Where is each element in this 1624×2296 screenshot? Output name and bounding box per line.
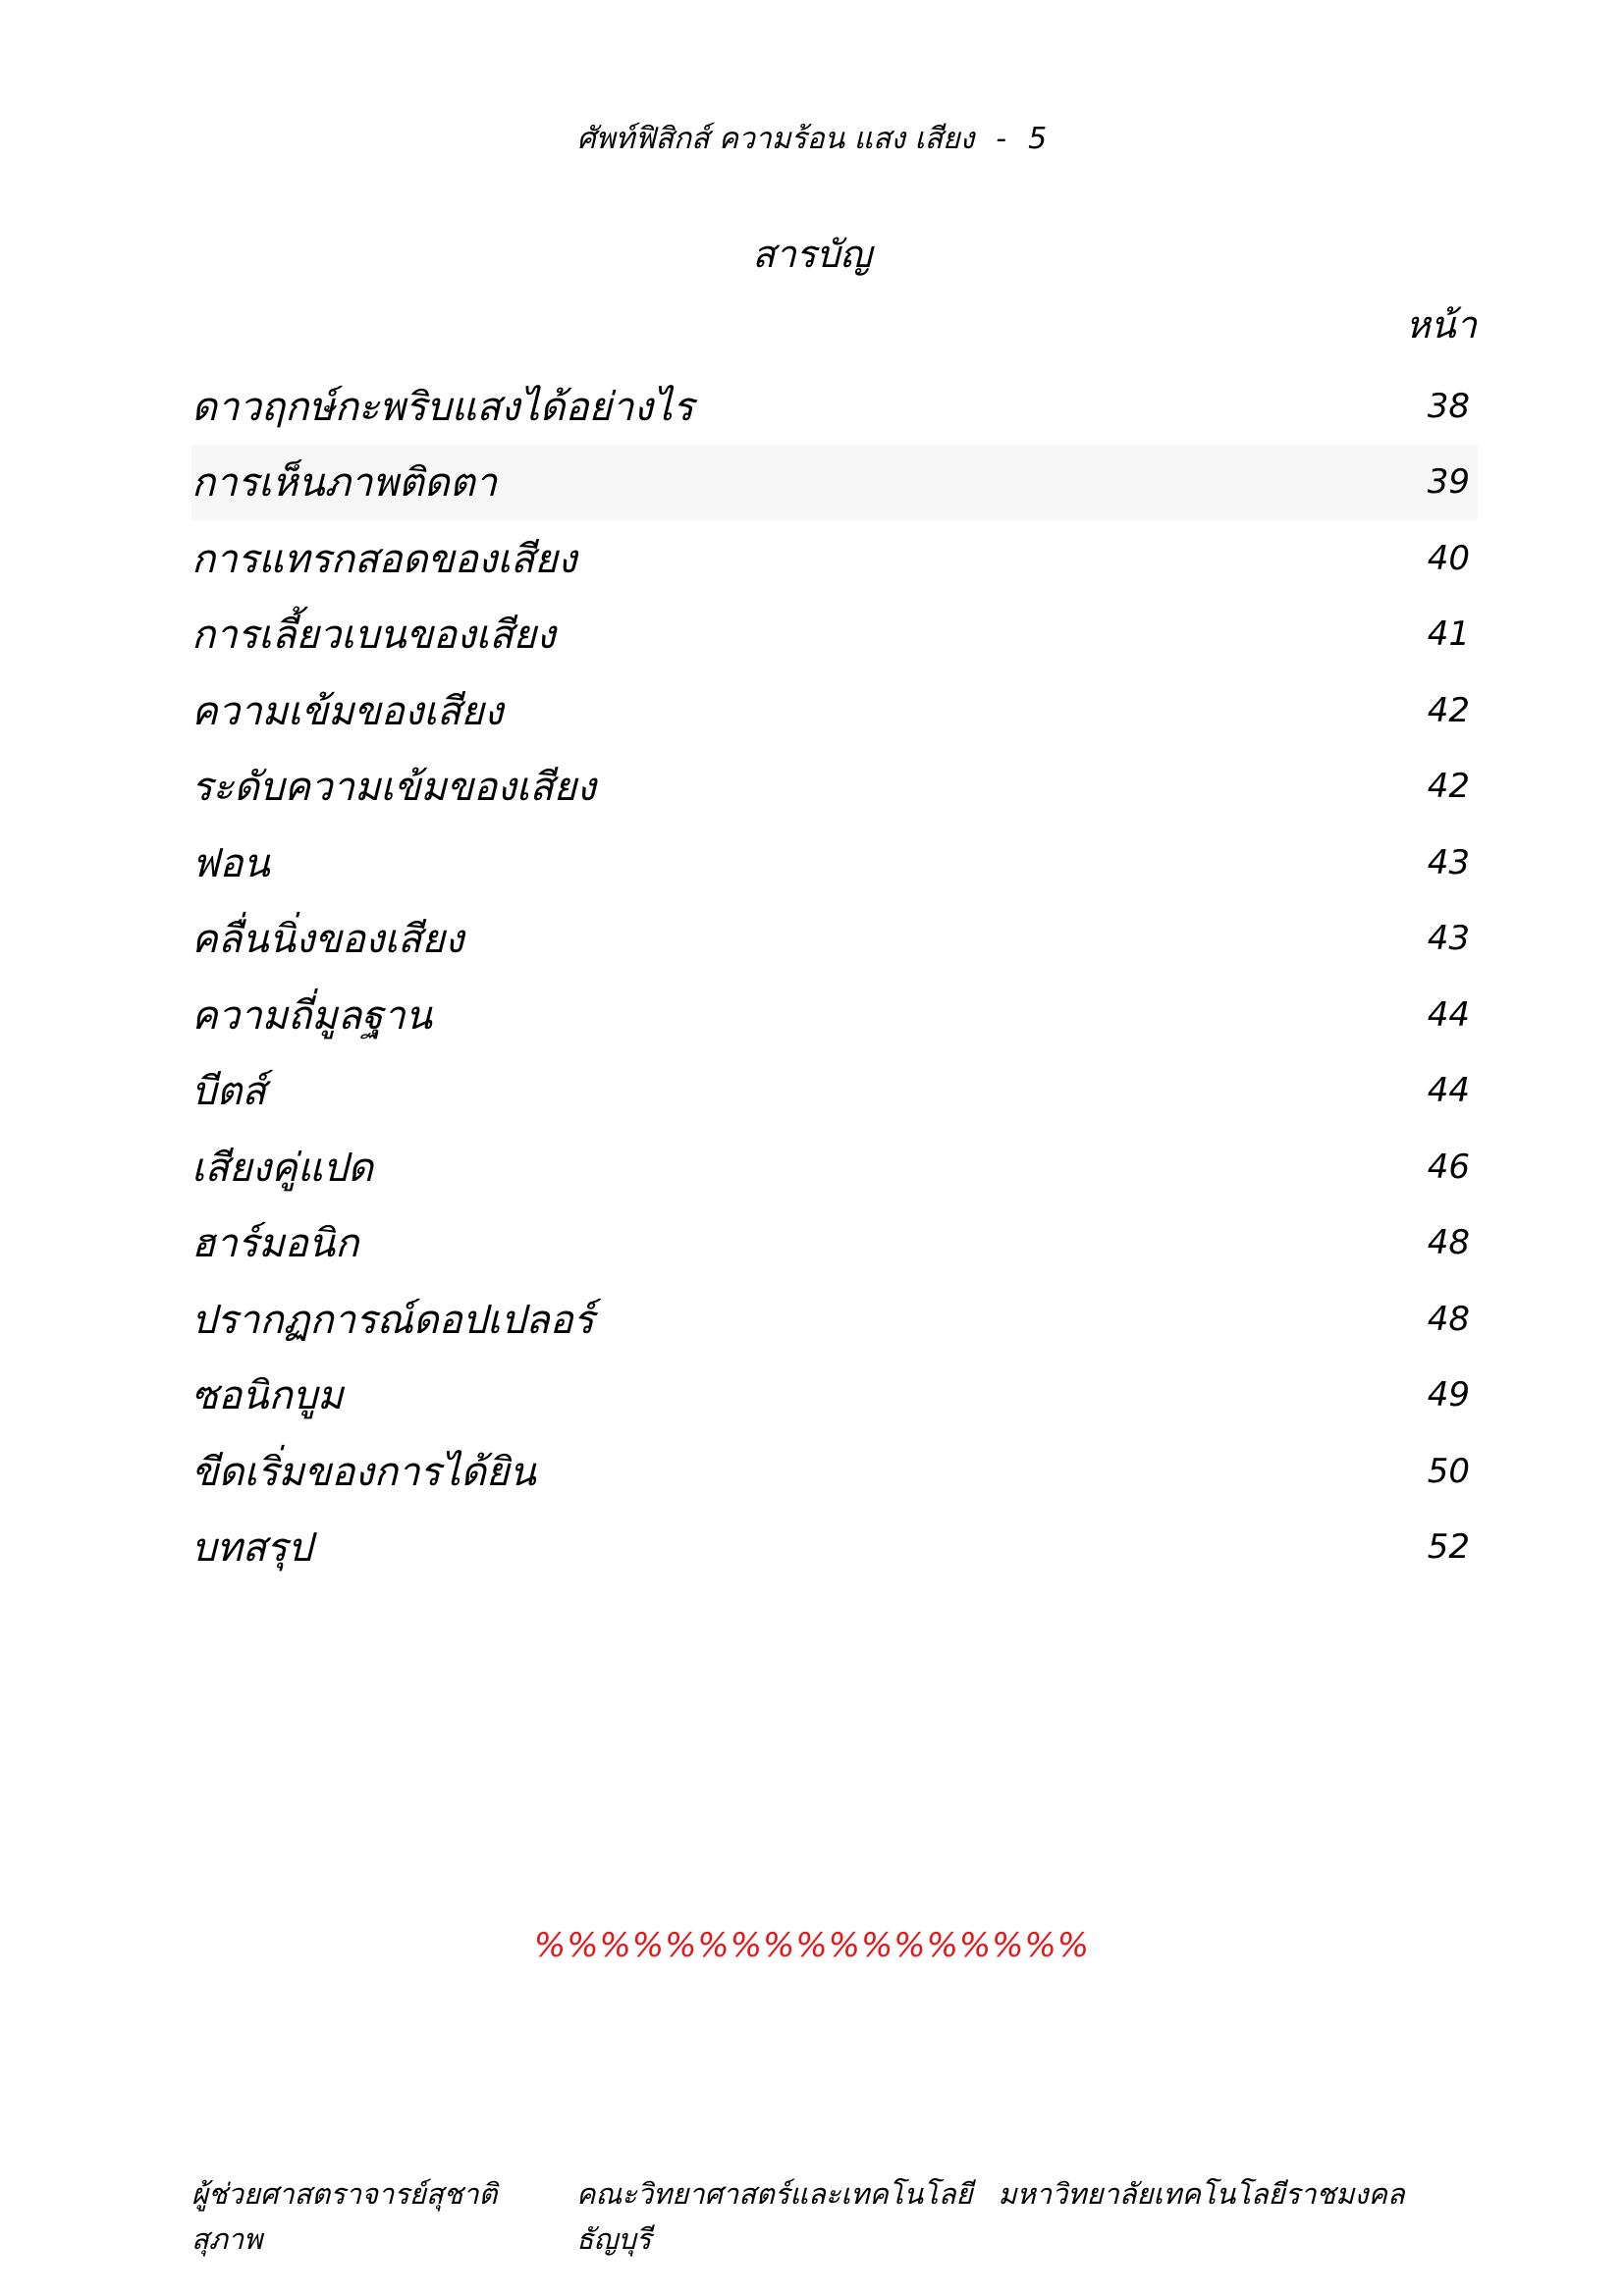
- toc-title: สารบัญ: [752, 233, 872, 276]
- toc-entry-label: บีตส์: [191, 1069, 266, 1115]
- toc-entry-page: 42: [1427, 767, 1470, 807]
- toc-entry: [191, 597, 1478, 673]
- toc-entry-label: บทสรุป: [191, 1525, 313, 1572]
- footer-faculty: คณะวิทยาศาสตร์และเทคโนโลยี: [575, 2177, 973, 2211]
- toc-entry-page: 49: [1427, 1375, 1470, 1415]
- toc-entry: [191, 825, 1478, 901]
- toc-entry: [191, 1433, 1478, 1510]
- toc-entry-label: ระดับความเข้มของเสียง: [191, 765, 596, 811]
- toc-entry: [191, 1053, 1478, 1130]
- toc-entry: [191, 749, 1478, 826]
- table-of-contents: [191, 368, 1478, 1585]
- header-title: ศัพท์ฟิสิกส์ ความร้อน แสง เสียง: [576, 122, 975, 156]
- toc-entry-page: 39: [1427, 462, 1470, 503]
- footer-institution: [576, 2171, 1478, 2262]
- toc-entry-label: การเห็นภาพติดตา: [191, 460, 498, 507]
- toc-entry: [191, 672, 1478, 749]
- toc-entry-page: 42: [1427, 690, 1470, 730]
- toc-entry-label: ขีดเริ่มของการได้ยิน: [191, 1449, 536, 1495]
- toc-entry-page: 43: [1427, 842, 1470, 882]
- toc-entry: [191, 368, 1478, 445]
- toc-entry: [191, 1129, 1478, 1205]
- toc-entry: [191, 1510, 1478, 1586]
- running-header: [0, 116, 1624, 162]
- toc-entry-page: 40: [1427, 538, 1470, 578]
- page-footer: [191, 2171, 1478, 2262]
- toc-entry-page: 38: [1427, 386, 1470, 426]
- toc-entry: [191, 520, 1478, 597]
- toc-entry-page: 46: [1427, 1147, 1470, 1187]
- header-separator: -: [996, 122, 1007, 156]
- toc-entry-label: ซอนิกบูม: [191, 1373, 344, 1419]
- toc-entry: [191, 1281, 1478, 1358]
- toc-entry: [191, 445, 1478, 521]
- page-column-label: หน้า: [1405, 303, 1477, 347]
- toc-entry-page: 41: [1427, 614, 1470, 655]
- section-divider: %%%%%%%%%%%%%%%%%: [533, 1926, 1091, 1965]
- toc-entry-page: 48: [1427, 1299, 1470, 1339]
- toc-entry-page: 44: [1427, 994, 1470, 1035]
- toc-entry-page: 52: [1427, 1527, 1470, 1568]
- toc-entry: [191, 977, 1478, 1053]
- toc-entry-label: ฮาร์มอนิก: [191, 1221, 359, 1267]
- toc-entry-label: ความถี่มูลฐาน: [191, 992, 433, 1039]
- toc-entry: [191, 1358, 1478, 1434]
- toc-entry-label: ฟอน: [191, 840, 270, 886]
- toc-entry-label: ปรากฏการณ์ดอปเปลอร์: [191, 1297, 595, 1343]
- toc-entry-label: การเลี้ยวเบนของเสียง: [191, 613, 556, 659]
- toc-entry-label: เสียงคู่แปด: [191, 1145, 373, 1191]
- toc-entry: [191, 901, 1478, 978]
- footer-author: ผู้ช่วยศาสตราจารย์สุชาติ สุภาพ: [191, 2177, 498, 2256]
- toc-entry-page: 44: [1427, 1071, 1470, 1111]
- toc-entry-label: ดาวฤกษ์กะพริบแสงได้อย่างไร: [191, 384, 694, 430]
- toc-entry-page: 50: [1427, 1451, 1470, 1491]
- toc-entry-label: การแทรกสอดของเสียง: [191, 536, 577, 582]
- toc-entry: [191, 1205, 1478, 1282]
- toc-entry-page: 43: [1427, 919, 1470, 959]
- footer-university: มหาวิทยาลัยเทคโนโลยีราชมงคลธัญบุรี: [575, 2177, 1405, 2256]
- toc-entry-label: ความเข้มของเสียง: [191, 688, 504, 734]
- toc-entry-page: 48: [1427, 1223, 1470, 1263]
- header-page-number: 5: [1028, 122, 1048, 156]
- toc-entry-label: คลื่นนิ่งของเสียง: [191, 917, 464, 963]
